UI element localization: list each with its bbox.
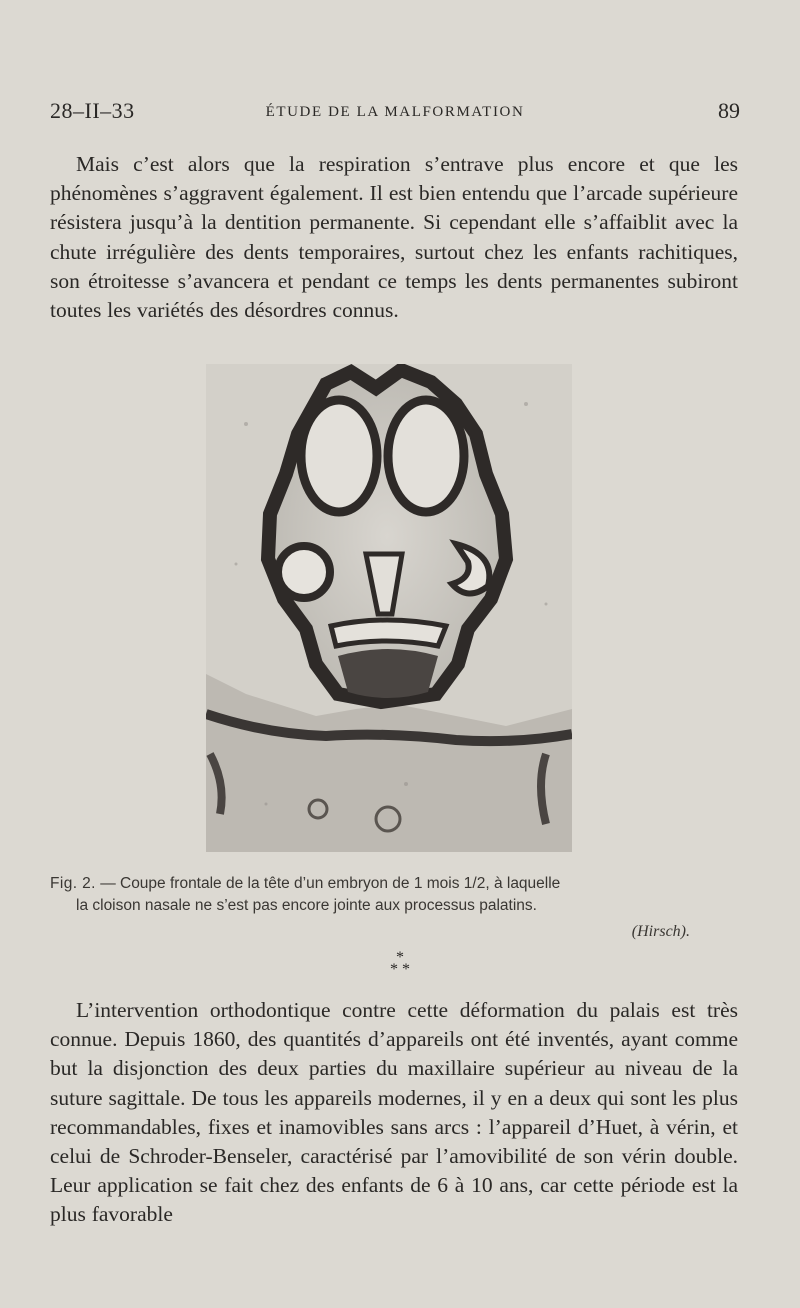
figure-caption bbox=[50, 873, 738, 917]
figure-label: Fig. 2. bbox=[50, 875, 96, 892]
running-head bbox=[50, 98, 740, 138]
caption-line-2: la cloison nasale ne s’est pas encore jointe aux processus palatins. bbox=[76, 897, 537, 914]
page-number: 89 bbox=[718, 98, 740, 123]
asterism-top: * bbox=[396, 949, 404, 966]
figure-attribution: (Hirsch). bbox=[631, 923, 690, 940]
body-paragraph: Mais c’est alors que la respiration s’entrave plus encore et que les phénomènes s’aggravent également. Il est bien entendu que l’arcade supérieure résistera jusqu’à la dentition permanente. Si cependant elle s’affaiblit avec la chute irrégulière des dents temporaires, surtout chez les enfants rachitiques, son étroitesse s’avancera et pendant ce temps les dents permanentes subiront toutes les variétés des désordres connus. bbox=[50, 152, 738, 323]
caption-text-1: — Coupe frontale de la tête d’un embryon de 1 mois 1/2, à laquelle bbox=[100, 875, 561, 892]
header-date: 28–II–33 bbox=[50, 98, 135, 123]
body-paragraph: L’intervention orthodontique contre cette déformation du palais est très connue. Depuis 1860, des quantités d’appareils ont été inventés, ayant comme but la disjonction des deux parties du maxillaire supérieur au niveau de la suture sagittale. De tous les appareils modernes, il y en a deux qui sont les plus recommandables, fixes et inamovibles sans arcs : l’appareil d’Huet, à vérin, et celui de Schroder-Benseler, caractérisé par l’amovibilité de son vérin double. Leur application se fait chez des enfants de 6 à 10 ans, car cette période est la plus favorable bbox=[50, 998, 738, 1227]
asterism-bottom: * * bbox=[390, 961, 410, 978]
embryo-section-figure bbox=[206, 364, 572, 852]
embryo-section-image bbox=[206, 364, 572, 852]
chapter-title: ÉTUDE DE LA MALFORMATION bbox=[265, 104, 525, 120]
asterism-separator bbox=[0, 949, 800, 978]
caption-line-1 bbox=[50, 873, 738, 895]
